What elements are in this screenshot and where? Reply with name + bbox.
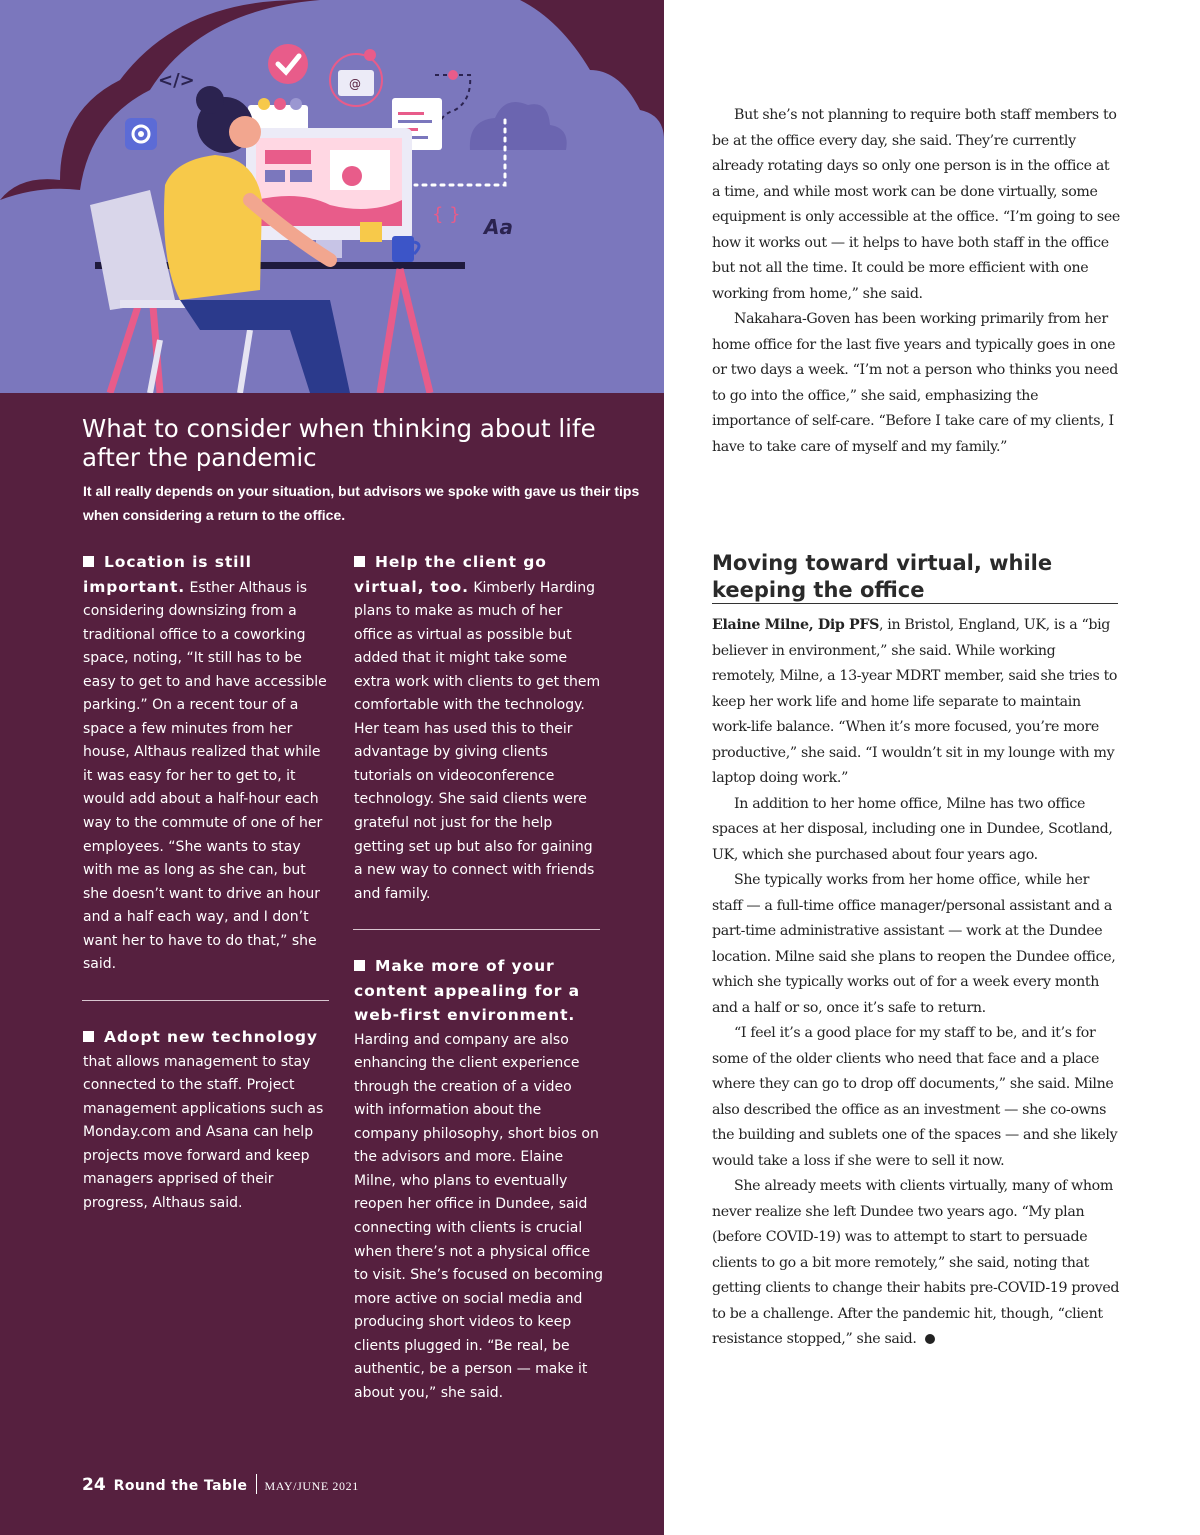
bullet-square-icon — [354, 960, 365, 971]
tip-body: Esther Althaus is considering downsizing from a traditional office to a coworking space, noting, “It still has to be easy to get to and have accessible parking.” On a recent tour of a space a few minutes from her house, Althaus realized that while it was easy for her to get to, it would add about a half-hour each way to the commute of one of her employees. “She wants to stay with me as long as she can, but she doesn’t want to drive an hour and a half each way, and I don’t want her to have to do that,” she said. — [83, 579, 327, 973]
tip-heading: Adopt new technology — [104, 1028, 318, 1046]
svg-text:@: @ — [349, 77, 361, 91]
page-footer — [82, 1474, 359, 1495]
tip-virtual — [354, 551, 604, 906]
sidebar-title: What to consider when thinking about life after the pandemic — [82, 414, 596, 472]
bullet-square-icon — [354, 556, 365, 567]
article-paragraph: She typically works from her home office, while her staff — a full-time office manager/personal assistant and a part-time administrative assistant — work at the Dundee location. Milne said she plans to reopen the Dundee office, which she typically works out of for a week every month and a half or so, once it’s safe to return. — [712, 872, 1116, 1016]
sticky-note-icon — [360, 222, 382, 242]
tip-content — [354, 955, 604, 1405]
tip-heading: Location is still important. — [83, 553, 252, 596]
check-badge-icon — [268, 44, 308, 84]
article-paragraph-text: She already meets with clients virtually, many of whom never realize she left Dundee two years ago. “My plan (before COVID-19) was to attempt to start to persuade clients to go a bit more remotely,” she said, noting that getting clients to change their habits pre-COVID-19 proved to be a challenge. After the pandemic hit, though, “client resistance stopped,” she said. — [712, 1178, 1120, 1347]
tip-heading: Make more of your content appealing for a web-first environment. — [354, 957, 580, 1025]
issue-date: MAY/JUNE 2021 — [264, 1479, 359, 1493]
monitor — [246, 128, 412, 258]
end-mark-icon — [925, 1334, 935, 1344]
braces-icon: { } — [432, 204, 461, 225]
tip-body: that allows management to stay connected to the staff. Project management applications such as Monday.com and Asana can help projects move forward and keep managers apprised of their progress, Althaus said. — [83, 1053, 324, 1211]
article-column-top — [712, 103, 1120, 460]
lead-text: , in Bristol, England, UK, is a “big believer in environment,” she said. While working remotely, Milne, a 13-year MDRT member, said she tries to keep her work life and home life separate to maintain work-life balance. “When it’s more focused, you’re more productive,” she said. “I wouldn’t sit in my lounge with my laptop doing work.” — [712, 617, 1118, 786]
article-paragraph: “I feel it’s a good place for my staff to be, and it’s for some of the older clients who need that face and a place where they can go to drop off documents,” she said. Milne also described the office as an investment — she co-owns the building and sublets one of the spaces — and she likely would take a loss if she were to sell it now. — [712, 1025, 1118, 1169]
tip-body: Harding and company are also enhancing the client experience through the creation of a video with information about the company philosophy, short bios on the advisors and more. Elaine Milne, who plans to eventually reopen her office in Dundee, said connecting with clients is crucial when there’s not a physical office to visit. She’s focused on becoming more active on social media and producing short videos to keep clients plugged in. “Be real, be authentic, be a person — make it about you,” she said. — [354, 1031, 604, 1401]
tip-body: Kimberly Harding plans to make as much of her office as virtual as possible but added that it might take some extra work with clients to get them comfortable with the technology. Her team has used this to their advantage by giving clients tutorials on videoconference technology. She said clients were grateful not just for the help getting set up but also for gaining a new way to connect with friends and family. — [354, 579, 601, 902]
divider — [82, 1000, 329, 1001]
tip-technology — [83, 1026, 333, 1215]
article-paragraph: But she’s not planning to require both staff members to be at the office every day, she said. They’re currently already rotating days so only one person is in the office at a time, and while most work can be done virtually, some equipment is only accessible at the office. “I’m going to see how it works out — it helps to have both staff in the office but not all the time. It could be more efficient with one working from home,” she said. — [712, 107, 1120, 302]
lead-paragraph — [712, 613, 1120, 792]
workspace-illustration — [0, 0, 664, 393]
bullet-square-icon — [83, 556, 94, 567]
bullet-square-icon — [83, 1031, 94, 1042]
publication-name: Round the Table — [113, 1478, 248, 1494]
section-rule — [712, 603, 1118, 604]
article-paragraph: Nakahara-Goven has been working primarily from her home office for the last five years and typically goes in one or two days a week. “I’m not a person who thinks you need to go into the office,” she said, emphasizing the importance of self-care. “Before I take care of my clients, I have to take care of myself and my family.” — [712, 311, 1119, 455]
lead-name: Elaine Milne, Dip PFS — [712, 617, 879, 633]
section-heading: Moving toward virtual, while keeping the office — [712, 551, 1053, 602]
font-icon: Aa — [484, 215, 513, 239]
footer-separator — [256, 1474, 257, 1494]
article-paragraph: In addition to her home office, Milne has two office spaces at her disposal, including one in Dundee, Scotland, UK, which she purchased about four years ago. — [712, 795, 1113, 863]
article-paragraph-last — [712, 1174, 1120, 1353]
gear-icon — [125, 118, 157, 150]
code-icon — [158, 70, 195, 91]
tip-location — [83, 551, 333, 977]
svg-text:</>: </> — [158, 70, 195, 91]
article-column-bottom — [712, 613, 1120, 1353]
sidebar-subtitle: It all really depends on your situation, but advisors we spoke with gave us their tips when considering a return to the office. — [83, 483, 640, 523]
divider — [353, 929, 600, 930]
tip-heading: Help the client go virtual, too. — [354, 553, 547, 596]
page-number: 24 — [82, 1475, 106, 1495]
